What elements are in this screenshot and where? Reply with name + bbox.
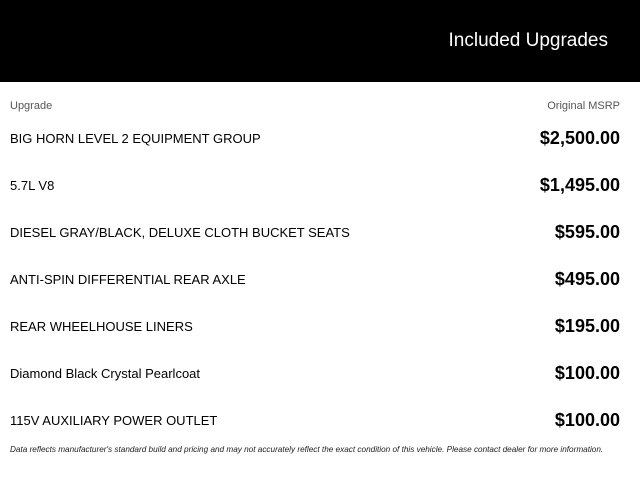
page-title: Included Upgrades	[448, 30, 608, 51]
upgrade-price: $100.00	[554, 410, 620, 430]
upgrade-name: ANTI-SPIN DIFFERENTIAL REAR AXLE	[10, 272, 246, 287]
upgrade-price: $495.00	[554, 269, 620, 289]
upgrade-row	[10, 163, 620, 210]
upgrade-price: $2,500.00	[539, 128, 620, 148]
upgrades-list	[10, 116, 620, 445]
header-bar	[0, 0, 640, 82]
column-headers	[10, 99, 620, 113]
upgrade-price: $195.00	[554, 316, 620, 336]
upgrade-price: $595.00	[554, 222, 620, 242]
upgrade-price: $1,495.00	[539, 175, 620, 195]
upgrade-column-header: Upgrade	[10, 100, 53, 112]
upgrade-name: REAR WHEELHOUSE LINERS	[10, 319, 193, 334]
upgrade-name: 115V AUXILIARY POWER OUTLET	[10, 413, 218, 428]
upgrade-row	[10, 351, 620, 398]
msrp-column-header: Original MSRP	[547, 100, 620, 112]
upgrade-name: DIESEL GRAY/BLACK, DELUXE CLOTH BUCKET SEATS	[10, 225, 350, 240]
upgrade-name: BIG HORN LEVEL 2 EQUIPMENT GROUP	[10, 131, 261, 146]
upgrade-row	[10, 257, 620, 304]
upgrade-row	[10, 116, 620, 163]
upgrade-name: Diamond Black Crystal Pearlcoat	[10, 366, 201, 381]
upgrade-name: 5.7L V8	[10, 178, 55, 193]
upgrade-price: $100.00	[554, 363, 620, 383]
upgrade-row	[10, 398, 620, 445]
upgrade-row	[10, 210, 620, 257]
upgrade-row	[10, 304, 620, 351]
disclaimer-text: Data reflects manufacturer's standard build and pricing and may not accurately reflect the exact condition of this vehicle. Please contact dealer for more information.	[10, 445, 604, 454]
